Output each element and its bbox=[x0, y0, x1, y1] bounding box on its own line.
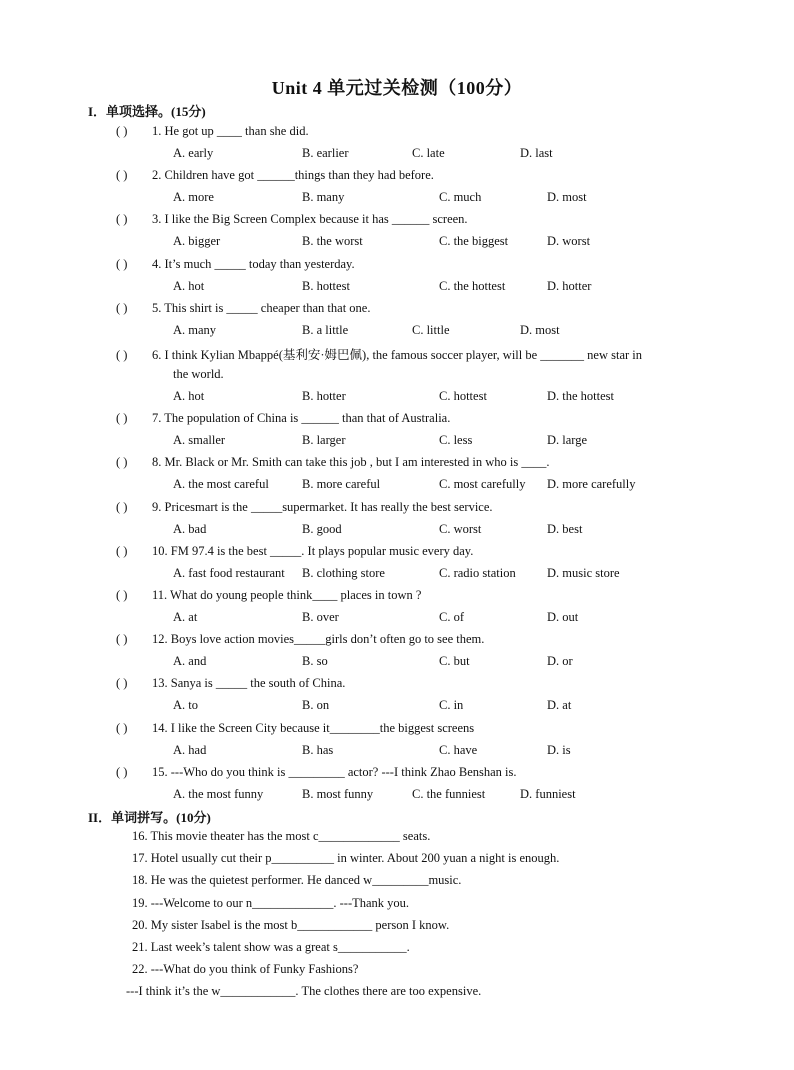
question-text: 10. FM 97.4 is the best _____. It plays popular music every day. bbox=[152, 543, 474, 558]
answer-option: B. more careful bbox=[302, 477, 381, 492]
answer-option: D. large bbox=[547, 433, 588, 448]
answer-blank[interactable]: ( ) bbox=[116, 543, 128, 558]
answer-option: A. to bbox=[173, 698, 198, 713]
answer-option: A. more bbox=[173, 190, 214, 205]
answer-option: B. on bbox=[302, 698, 330, 713]
section-heading: I．单项选择。(15分) bbox=[88, 104, 206, 119]
question-stem bbox=[116, 455, 550, 470]
answer-option: A. bad bbox=[173, 521, 207, 536]
question-text: 2. Children have got ______things than they had before. bbox=[152, 168, 434, 183]
answer-option: A. early bbox=[173, 146, 214, 160]
spelling-item: 16. This movie theater has the most c_____________ seats. bbox=[132, 829, 431, 843]
answer-option: A. the most careful bbox=[173, 477, 269, 492]
answer-option: B. most funny bbox=[302, 786, 374, 801]
answer-option: D. the hottest bbox=[547, 389, 615, 403]
question-text: 14. I like the Screen City because it________the biggest screens bbox=[152, 720, 475, 735]
question-stem bbox=[116, 721, 474, 736]
question-text: 7. The population of China is ______ than that of Australia. bbox=[152, 411, 451, 426]
answer-option: A. and bbox=[173, 654, 207, 669]
spelling-item: 18. He was the quietest performer. He danced w_________music. bbox=[132, 873, 462, 888]
answer-option: D. hotter bbox=[547, 278, 592, 293]
question-stem bbox=[116, 257, 355, 272]
answer-blank[interactable]: ( ) bbox=[116, 300, 128, 315]
answer-option: D. is bbox=[547, 742, 571, 757]
answer-option: B. the worst bbox=[302, 234, 363, 249]
question-text: 5. This shirt is _____ cheaper than that one. bbox=[152, 300, 371, 315]
answer-option: C. of bbox=[439, 610, 464, 624]
answer-option: A. the most funny bbox=[173, 786, 264, 801]
answer-option: C. the funniest bbox=[412, 786, 486, 801]
answer-option: C. radio station bbox=[439, 565, 516, 580]
question-stem bbox=[116, 544, 473, 559]
question-text-continued: the world. bbox=[173, 367, 224, 381]
answer-option: C. worst bbox=[439, 521, 482, 536]
answer-option: D. most bbox=[547, 190, 587, 205]
question-stem bbox=[116, 168, 434, 183]
question-text: 11. What do young people think____ places in town ? bbox=[152, 588, 422, 602]
answer-option: D. or bbox=[547, 654, 573, 669]
spelling-item: 19. ---Welcome to our n_____________. ---Thank you. bbox=[132, 895, 410, 910]
answer-option: B. hottest bbox=[302, 278, 350, 293]
answer-option: D. out bbox=[547, 610, 579, 624]
answer-option: A. hot bbox=[173, 278, 205, 293]
spelling-item: 21. Last week’s talent show was a great s___________. bbox=[132, 940, 410, 954]
answer-option: D. most bbox=[520, 322, 560, 337]
answer-option: A. many bbox=[173, 322, 217, 337]
question-text: 6. I think Kylian Mbappé(基利安·姆巴佩), the famous soccer player, will be _______ new star in bbox=[152, 348, 643, 362]
answer-blank[interactable]: ( ) bbox=[116, 455, 128, 470]
question-stem bbox=[116, 345, 642, 363]
answer-option: B. earlier bbox=[302, 146, 349, 160]
question-stem bbox=[116, 588, 421, 603]
answer-option: D. best bbox=[547, 521, 583, 536]
answer-option: D. more carefully bbox=[547, 477, 636, 492]
spelling-item: 17. Hotel usually cut their p__________ in winter. About 200 yuan a night is enough. bbox=[132, 851, 560, 866]
question-text: 4. It’s much _____ today than yesterday. bbox=[152, 256, 355, 271]
answer-blank[interactable]: ( ) bbox=[116, 499, 128, 514]
answer-option: D. funniest bbox=[520, 786, 576, 801]
answer-option: C. late bbox=[412, 146, 445, 160]
question-text: 8. Mr. Black or Mr. Smith can take this job , but I am interested in who is ____. bbox=[152, 455, 550, 470]
answer-blank[interactable]: ( ) bbox=[116, 212, 128, 227]
question-text: 1. He got up ____ than she did. bbox=[152, 124, 309, 138]
answer-blank[interactable]: ( ) bbox=[116, 411, 128, 426]
answer-option: C. less bbox=[439, 433, 473, 448]
answer-option: B. so bbox=[302, 654, 328, 669]
answer-option: C. but bbox=[439, 654, 470, 669]
answer-option: C. the biggest bbox=[439, 234, 509, 249]
section-heading: II．单词拼写。(10分) bbox=[88, 810, 211, 825]
question-stem bbox=[116, 124, 309, 139]
answer-option: B. good bbox=[302, 521, 342, 536]
question-stem bbox=[116, 301, 370, 316]
answer-option: C. most carefully bbox=[439, 477, 526, 492]
question-text: 9. Pricesmart is the _____supermarket. It has really the best service. bbox=[152, 499, 493, 514]
answer-option: C. in bbox=[439, 698, 464, 713]
answer-option: B. larger bbox=[302, 433, 346, 448]
page-title: Unit 4 单元过关检测（100分） bbox=[271, 78, 523, 98]
answer-option: B. over bbox=[302, 610, 339, 624]
spelling-item: 22. ---What do you think of Funky Fashions? bbox=[132, 962, 359, 977]
question-stem bbox=[116, 411, 450, 426]
answer-blank[interactable]: ( ) bbox=[116, 676, 128, 691]
answer-option: A. bigger bbox=[173, 234, 221, 249]
spelling-item: 20. My sister Isabel is the most b____________ person I know. bbox=[132, 917, 450, 932]
answer-option: A. had bbox=[173, 742, 207, 757]
answer-option: D. at bbox=[547, 698, 572, 713]
answer-option: A. fast food restaurant bbox=[173, 565, 285, 580]
answer-option: A. hot bbox=[173, 389, 205, 403]
answer-option: A. at bbox=[173, 610, 198, 624]
answer-blank[interactable]: ( ) bbox=[116, 348, 128, 362]
answer-blank[interactable]: ( ) bbox=[116, 256, 128, 271]
question-stem bbox=[116, 765, 517, 780]
answer-blank[interactable]: ( ) bbox=[116, 632, 128, 647]
answer-option: C. have bbox=[439, 742, 478, 757]
answer-blank[interactable]: ( ) bbox=[116, 168, 128, 183]
answer-option: B. a little bbox=[302, 322, 349, 337]
answer-option: D. worst bbox=[547, 234, 591, 249]
answer-option: B. has bbox=[302, 742, 334, 757]
spelling-item-continued: ---I think it’s the w____________. The clothes there are too expensive. bbox=[126, 984, 482, 999]
answer-option: B. hotter bbox=[302, 389, 346, 403]
answer-option: C. the hottest bbox=[439, 278, 506, 293]
answer-blank[interactable]: ( ) bbox=[116, 588, 128, 602]
answer-blank[interactable]: ( ) bbox=[116, 720, 128, 735]
answer-option: D. music store bbox=[547, 565, 620, 580]
question-stem bbox=[116, 212, 468, 227]
answer-blank[interactable]: ( ) bbox=[116, 764, 128, 779]
question-text: 13. Sanya is _____ the south of China. bbox=[152, 676, 346, 691]
answer-option: C. little bbox=[412, 322, 450, 337]
answer-option: C. hottest bbox=[439, 389, 487, 403]
question-text: 12. Boys love action movies_____girls don’t often go to see them. bbox=[152, 632, 485, 647]
answer-option: D. last bbox=[520, 146, 553, 160]
answer-blank[interactable]: ( ) bbox=[116, 124, 128, 138]
question-text: 15. ---Who do you think is _________ actor? ---I think Zhao Benshan is. bbox=[152, 764, 517, 779]
answer-option: A. smaller bbox=[173, 433, 226, 448]
question-stem bbox=[116, 632, 484, 647]
answer-option: B. clothing store bbox=[302, 565, 385, 580]
question-stem bbox=[116, 676, 345, 691]
question-text: 3. I like the Big Screen Complex because it has ______ screen. bbox=[152, 212, 468, 227]
question-stem bbox=[116, 500, 493, 515]
answer-option: B. many bbox=[302, 190, 345, 205]
answer-option: C. much bbox=[439, 190, 482, 205]
